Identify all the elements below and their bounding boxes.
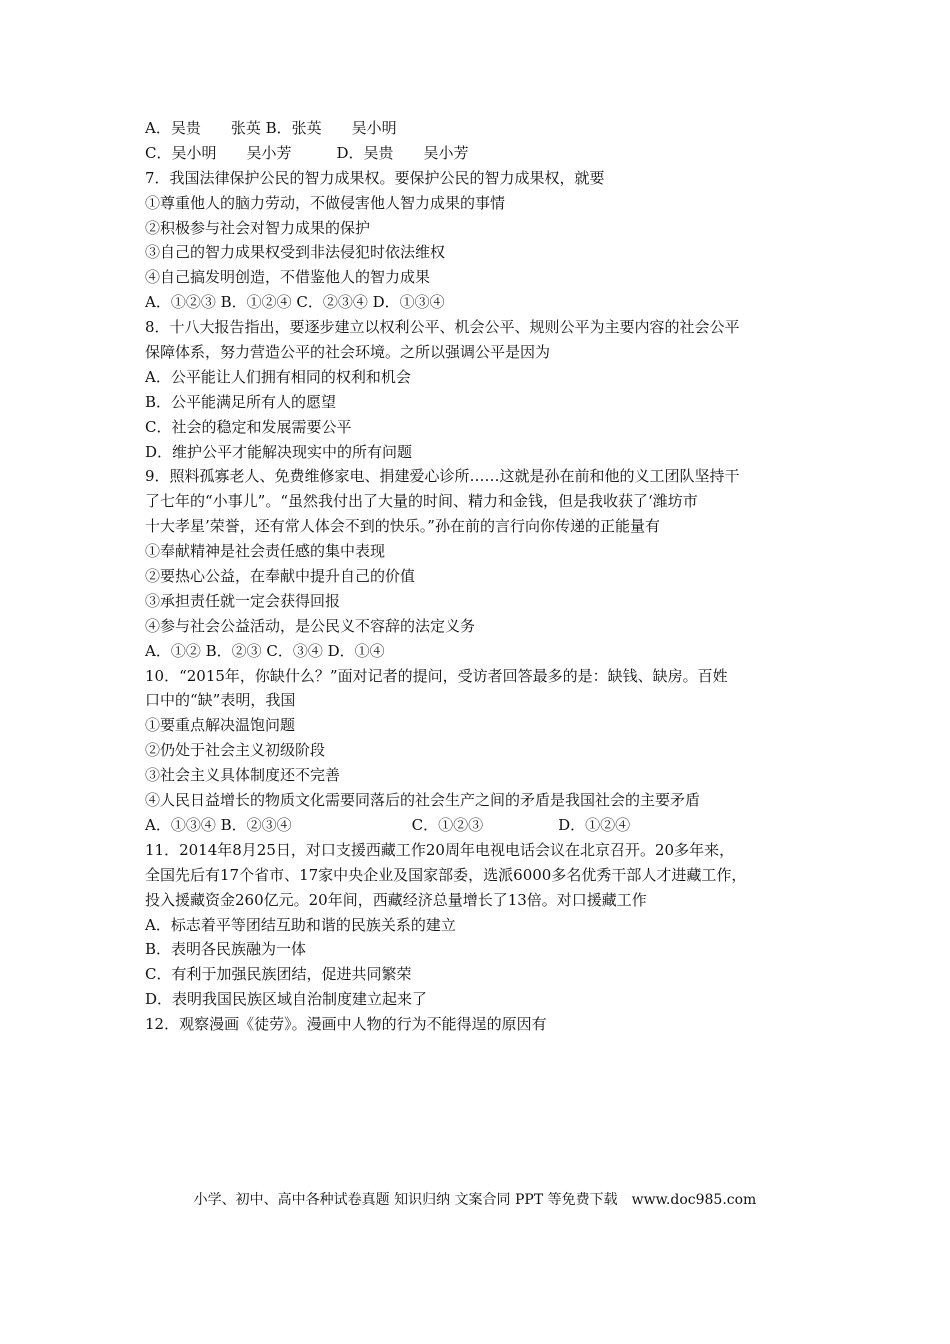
text-line: ③自己的智力成果权受到非法侵犯时依法维权 xyxy=(145,243,446,262)
question-12-stem: 12．观察漫画《徒劳》。漫画中人物的行为不能得逞的原因有 xyxy=(145,1015,547,1034)
question-7-stem: 7．我国法律保护公民的智力成果权。要保护公民的智力成果权，就要 xyxy=(145,168,605,187)
text-line: ②仍处于社会主义初级阶段 xyxy=(145,741,326,760)
text-line: ④参与社会公益活动，是公民义不容辞的法定义务 xyxy=(145,616,476,635)
text-line: ②要热心公益，在奉献中提升自己的价值 xyxy=(145,567,416,586)
text-line: 口中的“缺”表明，我国 xyxy=(145,691,296,710)
question-10-stem: 10．“2015年，你缺什么？”面对记者的提问，受访者回答最多的是：缺钱、缺房。百姓 xyxy=(145,666,728,685)
text-line: C．吴小明 吴小芳 D．吴贵 吴小芳 xyxy=(145,143,469,162)
text-line: C．社会的稳定和发展需要公平 xyxy=(145,417,352,436)
question-8-stem: 8．十八大报告指出，要逐步建立以权利公平、机会公平、规则公平为主要内容的社会公平 xyxy=(145,318,740,337)
text-line: 投入援藏资金260亿元。20年间，西藏经济总量增长了13倍。对口援藏工作 xyxy=(145,890,647,909)
text-line: ①奉献精神是社会责任感的集中表现 xyxy=(145,542,386,561)
text-line: ①要重点解决温饱问题 xyxy=(145,716,296,735)
text-line: D．维护公平才能解决现实中的所有问题 xyxy=(145,442,413,461)
text-line: 了七年的“小事儿”。“虽然我付出了大量的时间、精力和金钱，但是我收获了‘潍坊市 xyxy=(145,492,698,511)
text-line: A．公平能让人们拥有相同的权利和机会 xyxy=(145,367,411,386)
text-line: C．有利于加强民族团结，促进共同繁荣 xyxy=(145,965,412,984)
text-line: B．公平能满足所有人的愿望 xyxy=(145,392,337,411)
text-line: D．表明我国民族区域自治制度建立起来了 xyxy=(145,990,428,1009)
text-line: A．标志着平等团结互助和谐的民族关系的建立 xyxy=(145,915,456,934)
text-line: ③承担责任就一定会获得回报 xyxy=(145,591,341,610)
text-line: ④自己搞发明创造，不借鉴他人的智力成果 xyxy=(145,268,431,287)
document-body xyxy=(145,116,835,1037)
text-line: 全国先后有17个省市、17家中央企业及国家部委，选派6000多名优秀干部人才进藏工作， xyxy=(145,865,747,884)
question-9-stem: 9．照料孤寡老人、免费维修家电、捐建爱心诊所……这就是孙在前和他的义工团队坚持干 xyxy=(145,467,740,486)
text-line: 保障体系，努力营造公平的社会环境。之所以强调公平是因为 xyxy=(145,343,551,362)
text-line: ②积极参与社会对智力成果的保护 xyxy=(145,218,371,237)
text-line: ④人民日益增长的物质文化需要同落后的社会生产之间的矛盾是我国社会的主要矛盾 xyxy=(145,791,701,810)
text-line: ①尊重他人的脑力劳动，不做侵害他人智力成果的事情 xyxy=(145,193,506,212)
question-11-stem: 11．2014年8月25日，对口支援西藏工作20周年电视电话会议在北京召开。20多年来， xyxy=(145,840,735,859)
page-footer: 小学、初中、高中各种试卷真题 知识归纳 文案合同 PPT 等免费下载 www.doc985.com xyxy=(193,1192,757,1208)
text-line: A．吴贵 张英 B．张英 吴小明 xyxy=(145,119,397,137)
text-line: ③社会主义具体制度还不完善 xyxy=(145,766,341,785)
text-line: A．①②③ B．①②④ C．②③④ D．①③④ xyxy=(145,293,445,312)
text-line: A．①③④ B．②③④ C．①②③ D．①②④ xyxy=(145,815,631,834)
text-line: B．表明各民族融为一体 xyxy=(145,940,307,959)
text-line: A．①② B．②③ C．③④ D．①④ xyxy=(145,641,385,660)
text-line: 十大孝星’荣誉，还有常人体会不到的快乐。”孙在前的言行向你传递的正能量有 xyxy=(145,517,660,536)
